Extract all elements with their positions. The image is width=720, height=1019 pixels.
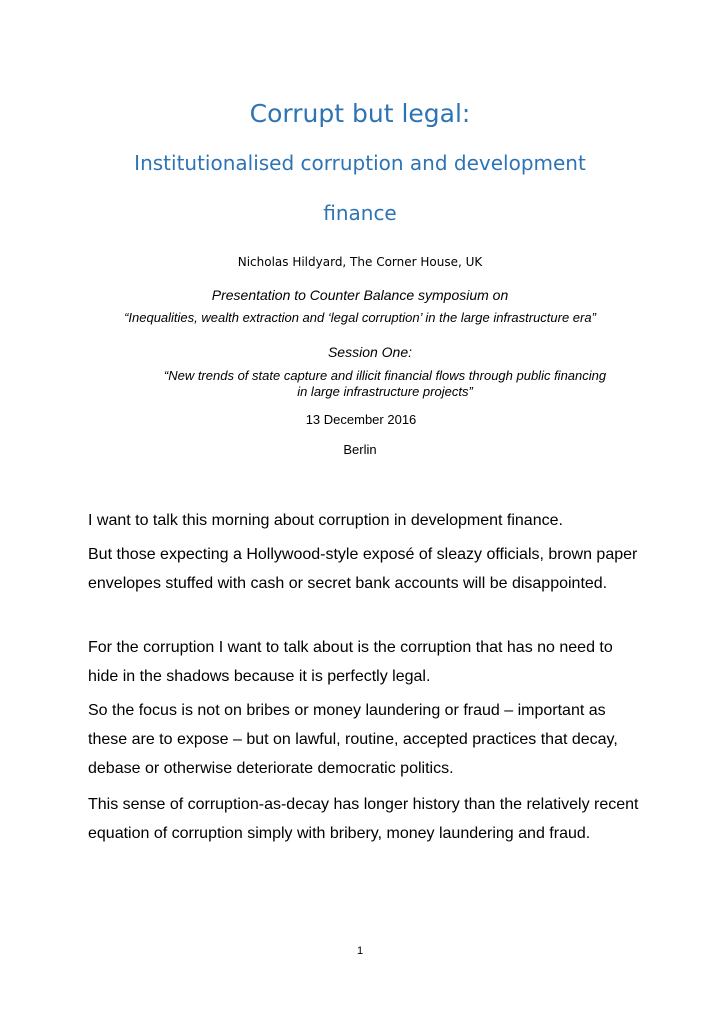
document-title: Corrupt but legal: xyxy=(249,99,471,128)
author-line: Nicholas Hildyard, The Corner House, UK xyxy=(237,255,483,269)
body-paragraph xyxy=(88,790,644,848)
page-number: 1 xyxy=(356,945,364,957)
body-paragraph xyxy=(88,506,644,535)
presentation-line: Presentation to Counter Balance symposium on xyxy=(211,287,509,303)
session-label: Session One: xyxy=(327,344,413,360)
paragraph-text: This sense of corruption-as-decay has longer history than the relatively recent equation of corruption simply with bribery, money laundering and fraud. xyxy=(88,796,639,842)
paragraph-text: But those expecting a Hollywood-style exposé of sleazy officials, brown paper envelopes stuffed with cash or secret bank accounts will be disappointed. xyxy=(88,546,638,592)
body-paragraph xyxy=(88,696,644,783)
date-line: 13 December 2016 xyxy=(305,412,417,427)
symposium-theme: “Inequalities, wealth extraction and ‘legal corruption’ in the large infrastructure era” xyxy=(124,310,596,325)
body-paragraph xyxy=(88,540,644,598)
paragraph-text: I want to talk this morning about corruption in development finance. xyxy=(88,512,563,529)
document-subtitle-line-2: finance xyxy=(323,201,397,225)
location-line: Berlin xyxy=(343,442,377,457)
session-title-line-1: “New trends of state capture and illicit financial flows through public financing xyxy=(163,368,607,383)
session-title xyxy=(115,368,655,400)
session-title-line-2: in large infrastructure projects” xyxy=(297,384,473,399)
paragraph-text: For the corruption I want to talk about is the corruption that has no need to hide in the shadows because it is perfectly legal. xyxy=(88,639,613,685)
document-subtitle-line-1: Institutionalised corruption and development xyxy=(134,151,586,175)
paragraph-text: So the focus is not on bribes or money laundering or fraud – important as these are to expose – but on lawful, routine, accepted practices that decay, debase or otherwise deteriorate democratic politics. xyxy=(88,702,618,777)
body-paragraph xyxy=(88,633,644,691)
